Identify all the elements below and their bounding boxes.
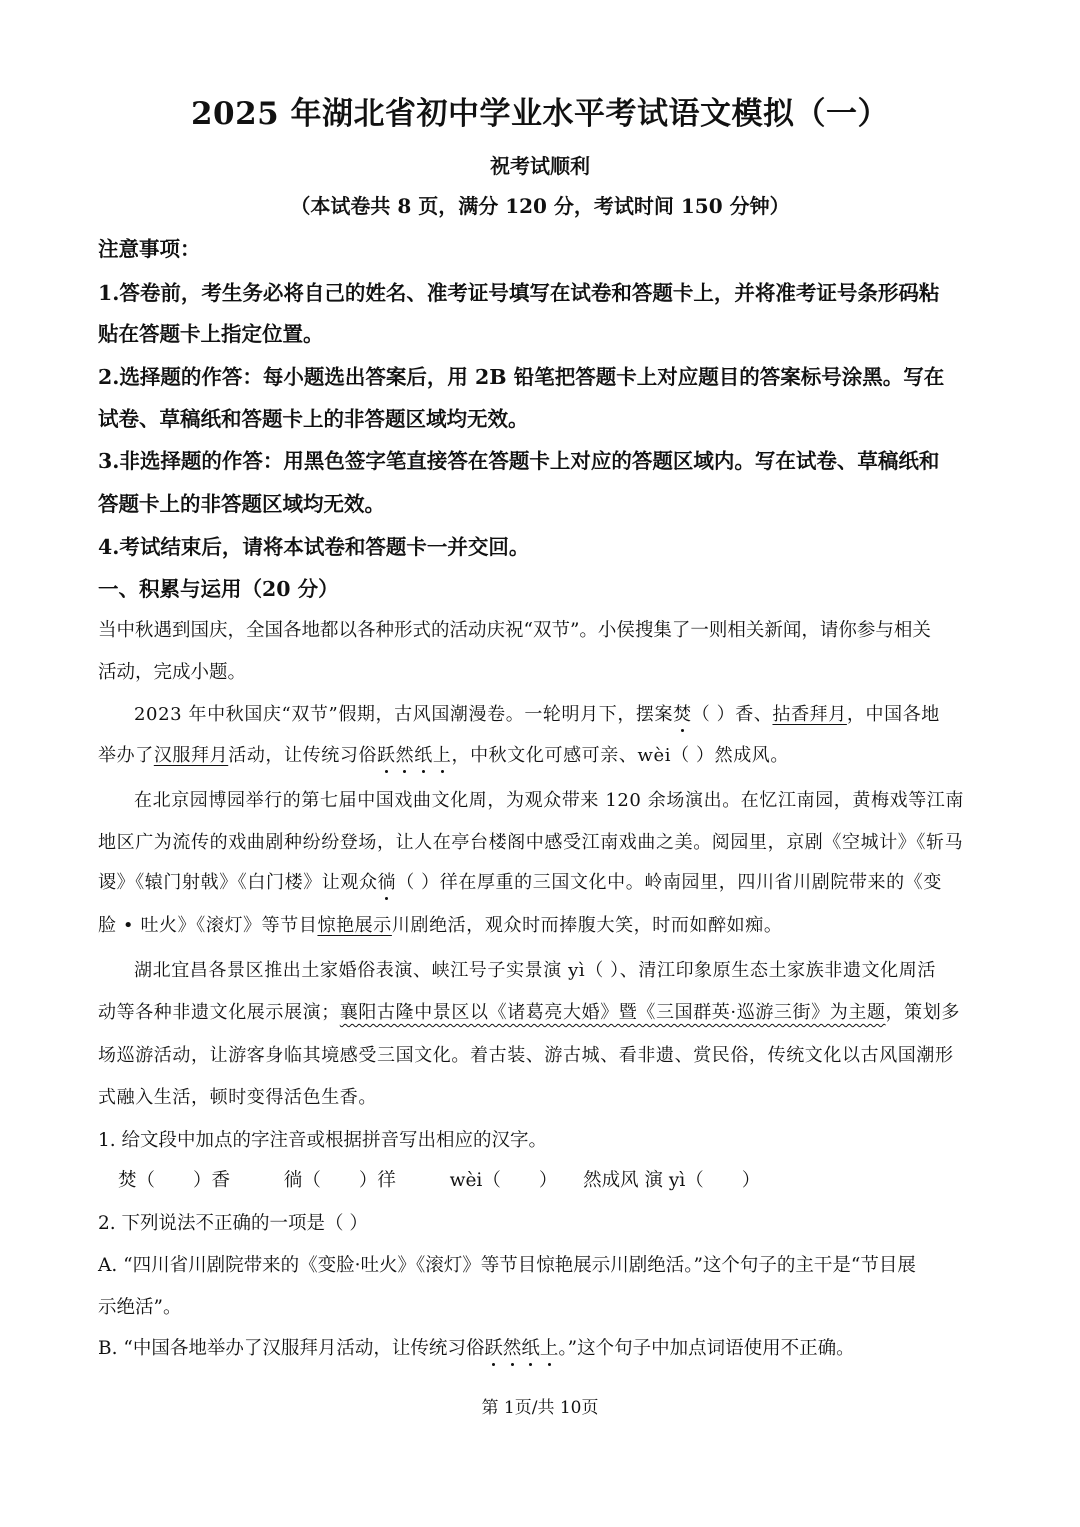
blank-label: ） xyxy=(741,1170,761,1191)
passage-text: 脸 • 吐火》《滚灯》等节目 xyxy=(98,915,318,936)
dotted-char: 然 xyxy=(395,745,415,766)
notice-line-2: 贴在答题卡上指定位置。 xyxy=(98,322,324,346)
dotted-char: 上 xyxy=(432,745,452,766)
question-1: 1. 给文段中加点的字注音或根据拼音写出相应的汉字。 xyxy=(98,1130,548,1151)
underlined-phrase: 汉服拜月 xyxy=(153,745,229,766)
dotted-char: 然 xyxy=(502,1338,522,1359)
option-a-line-2: 示绝活”。 xyxy=(98,1297,182,1318)
notice-line-5: 3.非选择题的作答：用黑色签字笔直接答在答题卡上对应的答题区域内。写在试卷、草稿纸和 xyxy=(98,449,940,473)
passage-p3-line-2 xyxy=(98,998,988,1024)
option-text: B. “中国各地举办了汉服拜月活动，让传统习俗 xyxy=(98,1338,485,1359)
passage-p1-line-1 xyxy=(134,700,1024,726)
passage-text: 2023 年中秋国庆“双节”假期，古风国潮漫卷。一轮明月下，摆案 xyxy=(134,704,674,725)
notice-line-6: 答题卡上的非答题区域均无效。 xyxy=(98,492,385,516)
page-number: 第 1页/共 10页 xyxy=(481,1398,599,1418)
passage-text: 活动，让传统习俗 xyxy=(228,745,378,766)
passage-text: 谡》《辕门射戟》《白门楼》让观众 xyxy=(98,872,378,893)
option-text: 。”这个句子中加点词语使用不正确。 xyxy=(558,1338,855,1359)
intro-line-2: 活动，完成小题。 xyxy=(98,662,247,683)
page-subtitle: 祝考试顺利 xyxy=(490,154,590,178)
blank-label: ）香 xyxy=(193,1170,231,1191)
question-1-blanks xyxy=(118,1166,1008,1192)
blank-label: 演 yì（ xyxy=(644,1170,704,1191)
exam-info: （本试卷共 8 页，满分 120 分，考试时间 150 分钟） xyxy=(290,194,790,218)
page-title: 2025 年湖北省初中学业水平考试语文模拟（一） xyxy=(190,96,890,132)
passage-p2-line-2: 地区广为流传的戏曲剧种纷纷登场，让人在亭台楼阁中感受江南戏曲之美。阅园里，京剧《空城计》《斩马 xyxy=(98,832,964,853)
underlined-phrase: 惊艳展示 xyxy=(317,915,392,936)
wavy-underlined-sentence: 襄阳古隆中景区以《诸葛亮大婚》暨《三国群英·巡游三街》为主题 xyxy=(339,1002,886,1023)
dotted-char: 焚 xyxy=(673,704,692,725)
passage-text: （ ）徉在厚重的三国文化中。岭南园里，四川省川剧院带来的《变 xyxy=(396,872,942,893)
section-heading: 一、积累与运用（20 分） xyxy=(98,577,339,601)
passage-text: （ ）香、 xyxy=(691,704,773,725)
passage-p2-line-1: 在北京园博园举行的第七届中国戏曲文化周，为观众带来 120 余场演出。在忆江南园，黄梅戏等江南 xyxy=(134,790,964,811)
dotted-char: 纸 xyxy=(414,745,433,766)
passage-text: 川剧绝活，观众时而捧腹大笑，时而如醉如痴。 xyxy=(391,915,783,936)
passage-p2-line-3 xyxy=(98,868,988,894)
passage-p3-line-1: 湖北宜昌各景区推出土家婚俗表演、峡江号子实景演 yì（ ）、清江印象原生态土家族非遗文化周活 xyxy=(134,960,936,981)
option-b xyxy=(98,1334,988,1360)
passage-text: 动等各种非遗文化展示展演； xyxy=(98,1002,340,1023)
notice-line-3: 2.选择题的作答：每小题选出答案后，用 2B 铅笔把答题卡上对应题目的答案标号涂黑。写在 xyxy=(98,365,945,389)
passage-p1-line-2 xyxy=(98,741,988,767)
passage-text: ，中秋文化可感可亲、wèi（ ）然成风。 xyxy=(451,745,790,766)
dotted-char: 跃 xyxy=(377,745,396,766)
dotted-char: 跃 xyxy=(484,1338,503,1359)
blank-label: ）徉 xyxy=(358,1170,396,1191)
dotted-char: 上 xyxy=(539,1338,559,1359)
notice-line-7: 4.考试结束后，请将本试卷和答题卡一并交回。 xyxy=(98,535,530,559)
passage-text: 举办了 xyxy=(98,745,154,766)
passage-text: ，策划多 xyxy=(885,1002,960,1023)
notice-heading: 注意事项： xyxy=(98,237,201,261)
passage-p2-line-4 xyxy=(98,911,988,937)
underlined-phrase: 拈香拜月 xyxy=(772,704,847,725)
notice-line-1: 1.答卷前，考生务必将自己的姓名、准考证号填写在试卷和答题卡上，并将准考证号条形码粘 xyxy=(98,281,940,305)
blank-label: 焚（ xyxy=(118,1170,156,1191)
blank-label: 然成风 xyxy=(583,1170,639,1191)
blank-label: ） xyxy=(538,1170,558,1191)
dotted-char: 纸 xyxy=(521,1338,540,1359)
question-2: 2. 下列说法不正确的一项是（ ） xyxy=(98,1213,368,1234)
blank-label: wèi（ xyxy=(449,1170,501,1191)
passage-text: ，中国各地 xyxy=(846,704,940,725)
dotted-char: 徜 xyxy=(377,872,397,893)
passage-p3-line-3: 场巡游活动，让游客身临其境感受三国文化。着古装、游古城、看非遗、赏民俗，传统文化以古风国潮形 xyxy=(98,1045,954,1066)
blank-label: 徜（ xyxy=(283,1170,321,1191)
notice-line-4: 试卷、草稿纸和答题卡上的非答题区域均无效。 xyxy=(98,407,529,431)
intro-line-1: 当中秋遇到国庆，全国各地都以各种形式的活动庆祝“双节”。小侯搜集了一则相关新闻，请你参与相关 xyxy=(98,620,931,641)
option-a-line-1: A. “四川省川剧院带来的《变脸·吐火》《滚灯》等节目惊艳展示川剧绝活。”这个句子的主干是“节目展 xyxy=(98,1255,916,1276)
passage-p3-line-4: 式融入生活，顿时变得活色生香。 xyxy=(98,1087,377,1108)
